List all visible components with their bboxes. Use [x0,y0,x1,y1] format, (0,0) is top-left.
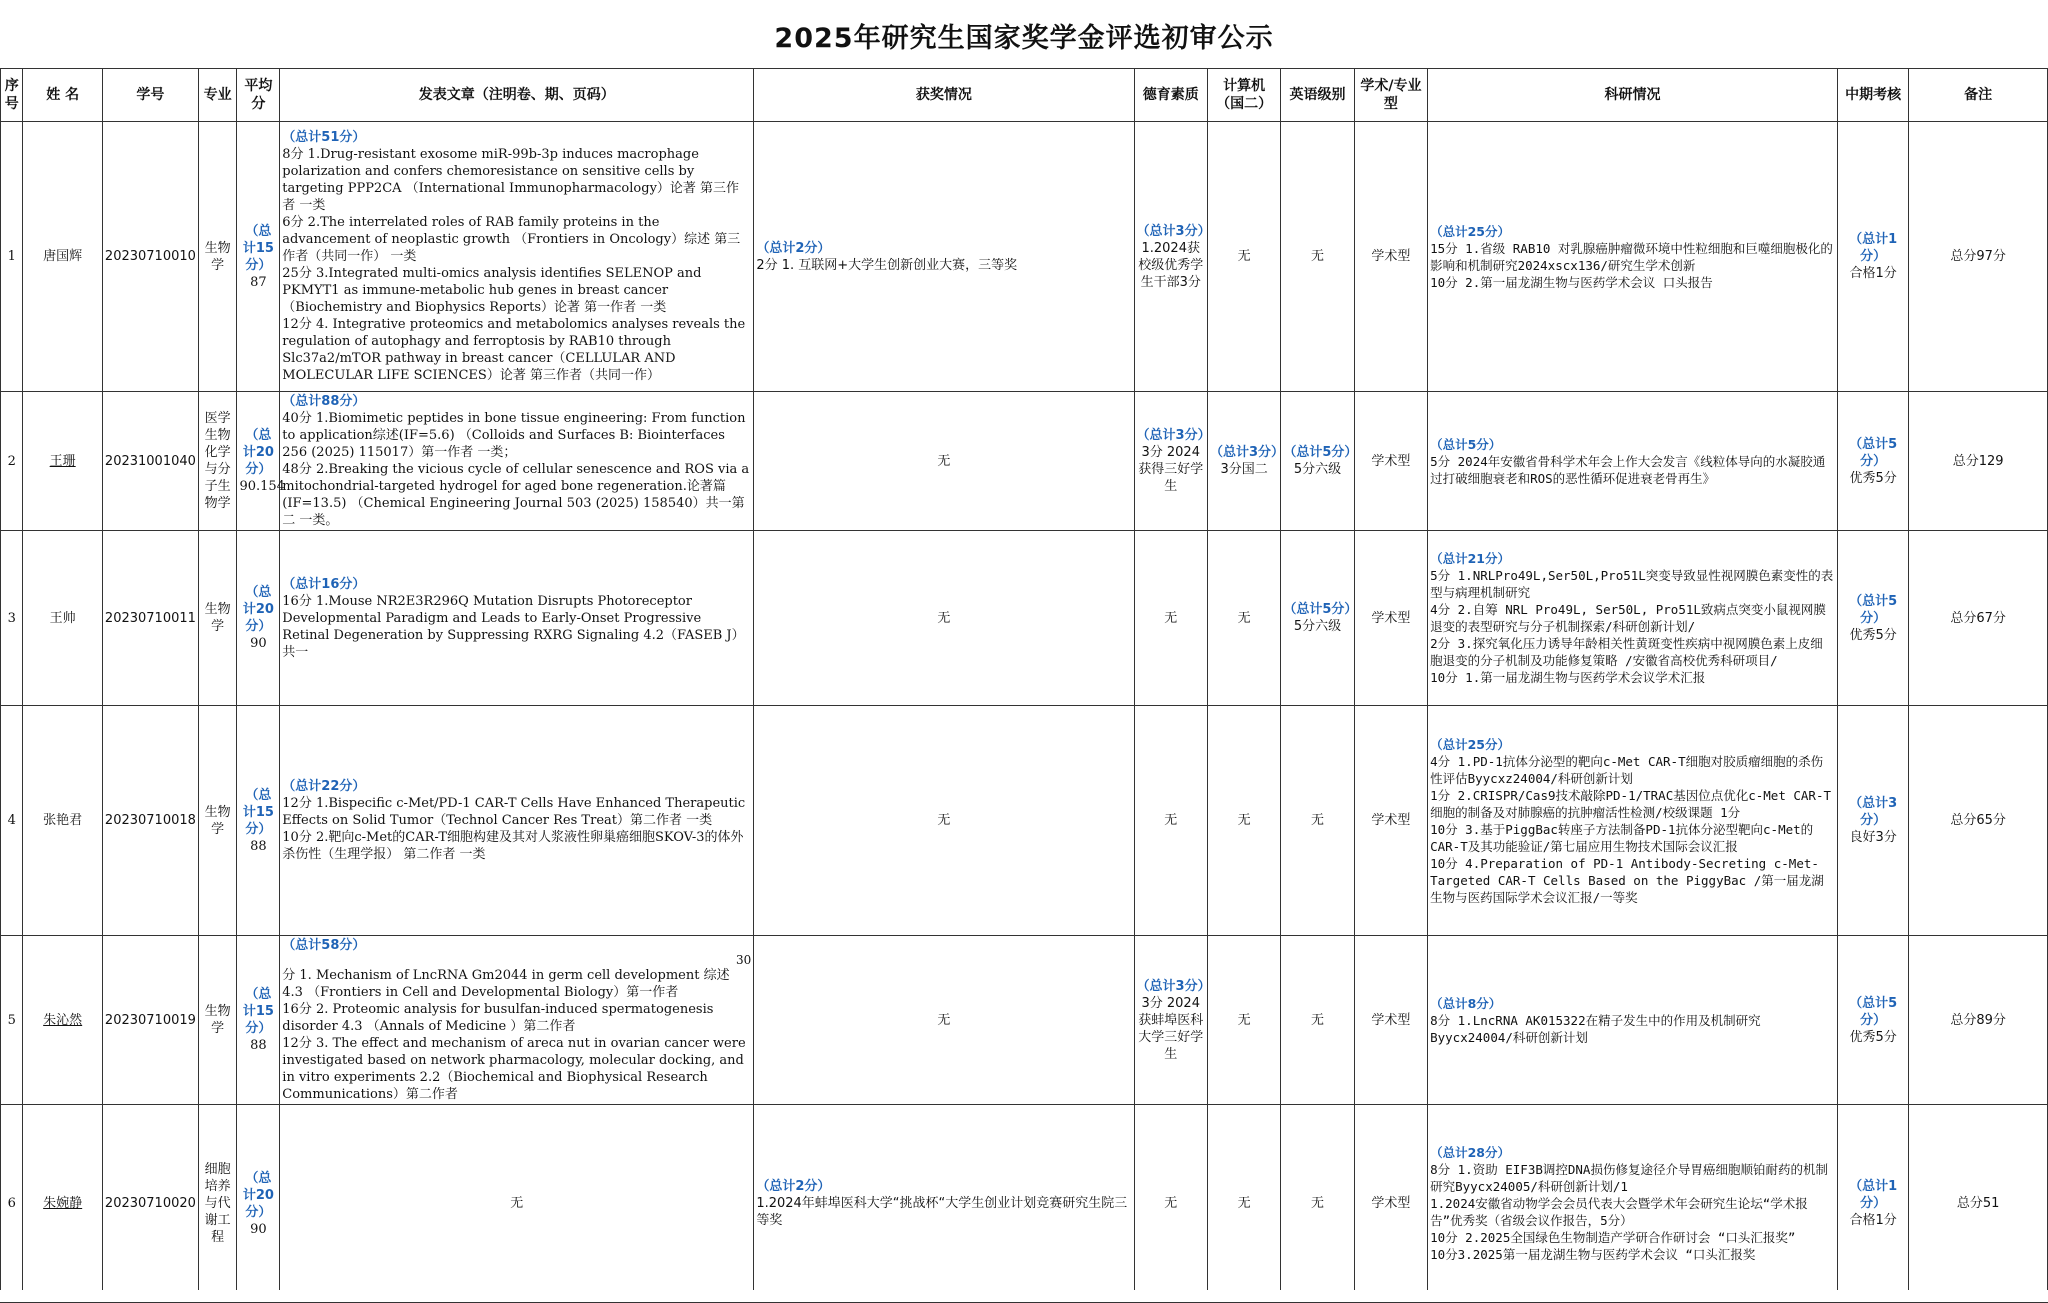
midterm-detail: 良好3分 [1849,830,1897,845]
cell-remark [1909,706,2048,936]
avg-score-value: 90 [250,636,267,651]
paper-entry: 48分 2.Breaking the vicious cycle of cellular senescence and ROS via a mitochondrial-targeted hydrogel for aged bone regeneration.论著篇(IF=13.5) （Chemical Engineering Journal 503 (2025) 158540）共一第二 一类。 [282,462,750,528]
moral-detail: 无 [1164,813,1178,828]
research-entry: 8分 1.资助 EIF3B调控DNA损伤修复途径介导胃癌细胞顺铂耐药的机制研究Byycx24005/科研创新计划/1 [1430,1162,1828,1194]
cell-type [1354,1105,1427,1303]
cell-no [1,392,23,531]
research-entry: 4分 2.自筹 NRL Pro49L, Ser50L, Pro51L致病点突变小鼠视网膜退变的表型研究与分子机制探索/科研创新计划/ [1430,602,1826,634]
cell-awards [754,122,1134,392]
cell-avg [237,936,280,1105]
paper-entry: 12分 1.Bispecific c-Met/PD-1 CAR-T Cells Have Enhanced Therapeutic Effects on Solid Tumor（Technol Cancer Res Treat）第二作者 一类 [282,796,746,828]
cell-computer [1207,531,1280,706]
research-entry: 1分 2.CRISPR/Cas9技术敲除PD-1/TRAC基因位点优化c-Met CAR-T细胞的制备及对肺腺癌的抗肿瘤活性检测/校级课题 1分 [1430,787,1832,820]
midterm-total: （总计5分） [1849,436,1898,469]
computer-detail: 无 [1237,249,1251,264]
research-entry: 4分 1.PD-1抗体分泌型的靶向c-Met CAR-T细胞对胶质瘤细胞的杀伤性评估Byycxz24004/科研创新计划 [1430,753,1824,786]
cell-avg [237,1105,280,1303]
research-entry: 15分 1.省级 RAB10 对乳腺癌肿瘤微环境中性粒细胞和巨噬细胞极化的影响和机制研究2024xscx136/研究生学术创新 [1430,240,1833,273]
col-header-moral: 德育素质 [1134,69,1207,122]
avg-score-value: 88 [250,1038,267,1053]
student-id: 20231001040 [104,453,196,469]
research-entry: 2分 3.探究氧化压力诱导年龄相关性黄斑变性疾病中视网膜色素上皮细胞退变的分子机制及功能修复策略 /安徽省高校优秀科研项目/ [1430,636,1823,668]
cell-major [198,1105,237,1303]
moral-detail: 无 [1164,610,1178,626]
moral-total: （总计3分） [1136,428,1211,443]
avg-score-value: 87 [250,274,267,290]
student-id: 20230710018 [104,813,196,828]
student-name: 朱婉静 [43,1196,83,1211]
col-header-no: 序号 [1,69,23,122]
cell-no [1,531,23,706]
student-id: 20230710020 [104,1196,196,1211]
col-header-english: 英语级别 [1281,69,1354,122]
cell-research [1428,936,1838,1105]
total-score-remark: 总分51 [1956,1196,2000,1211]
cell-moral [1134,706,1207,936]
award-entry: 无 [937,813,951,828]
cell-midterm [1837,936,1908,1105]
col-header-major: 专业 [198,69,237,122]
total-score-remark: 总分97分 [1950,249,2006,264]
student-id: 20230710019 [104,1012,196,1028]
paper-entry: 40分 1.Biomimetic peptides in bone tissue engineering: From function to application综述(IF=5.6) （Colloids and Surfaces B: Biointerfaces 256 (2025) 115017）第一作者 一类； [282,411,746,460]
paper-entry: 25分 3.Integrated multi-omics analysis identifies SELENOP and PKMYT1 as immune-metabolic hub genes in breast cancer （Biochemistry and Biophysics Reports）论著 第一作者 一类 [282,266,702,315]
cell-papers [280,936,754,1105]
row-number: 3 [7,610,16,626]
cell-midterm [1837,1105,1908,1303]
avg-score-value: 88 [250,838,267,854]
cell-research [1428,392,1838,531]
cell-type [1354,706,1427,936]
table-row [1,122,2048,392]
cell-computer [1207,706,1280,936]
cell-english [1281,1105,1354,1303]
cell-english [1281,392,1358,531]
midterm-detail: 优秀5分 [1849,627,1897,643]
cell-english [1281,531,1358,706]
computer-detail: 3分国二 [1220,462,1268,477]
award-entry: 2分 1. 互联网+大学生创新创业大赛，三等奖 [756,257,1018,273]
cell-avg [237,706,280,936]
cell-moral [1134,1105,1207,1303]
student-major: 生物学 [204,1004,231,1036]
english-total: （总计5分） [1283,445,1358,460]
total-score-remark: 总分89分 [1950,1012,2006,1028]
midterm-total: （总计1分） [1849,1179,1898,1211]
cell-type [1354,531,1427,706]
row-number: 6 [7,1196,16,1211]
cell-id [102,706,198,936]
paper-entry: 10分 2.靶向c-Met的CAR-T细胞构建及其对人浆液性卵巢癌细胞SKOV-3的体外杀伤性（生理学报） 第二作者 一类 [282,830,744,862]
computer-total: （总计3分） [1209,445,1284,460]
cell-midterm [1837,531,1908,706]
computer-detail: 无 [1237,1012,1251,1028]
cell-computer [1207,936,1280,1105]
cell-major [198,531,237,706]
award-entry: 无 [937,610,951,626]
cell-moral [1134,936,1211,1105]
moral-detail: 3分 2024获蚌埠医科大学三好学生 [1138,995,1204,1062]
cell-moral [1134,531,1207,706]
col-header-papers: 发表文章（注明卷、期、页码） [280,69,754,122]
english-detail: 5分六级 [1293,619,1342,634]
cell-research [1428,706,1838,936]
row-number: 1 [7,249,16,264]
midterm-total: （总计1分） [1849,232,1898,264]
cell-id [102,936,198,1105]
research-entry: 5分 1.NRLPro49L,Ser50L,Pro51L突变导致显性视网膜色素变性的表型与病理机制研究 [1430,568,1834,600]
cell-major [198,122,237,392]
cell-midterm [1837,706,1908,936]
awards-total: （总计2分） [756,1179,831,1194]
cell-type [1354,122,1427,392]
student-major: 细胞培养与代谢工程 [204,1162,231,1245]
english-detail: 无 [1311,249,1325,264]
cell-name [23,531,103,706]
paper-entry: 16分 1.Mouse NR2E3R296Q Mutation Disrupts Photoreceptor Developmental Paradigm and Leads to Early-Onset Progressive Retinal Degeneration by Suppressing RXRG Signaling 4.2（FASEB J）共一 [282,593,745,660]
student-id: 20230710011 [104,610,196,626]
award-entry: 无 [937,1012,951,1028]
research-entry: 10分 1.第一届龙湖生物与医药学术会议学术汇报 [1430,670,1706,685]
moral-detail: 3分 2024获得三好学生 [1138,445,1204,494]
degree-type: 学术型 [1371,1012,1411,1028]
cell-awards [754,936,1134,1105]
cell-research [1428,531,1838,706]
cell-name [23,122,103,392]
paper-entry: 分 1. Mechanism of LncRNA Gm2044 in germ cell development 综述 4.3 （Frontiers in Cell and Developmental Biology）第一作者 [282,968,730,1000]
computer-detail: 无 [1237,1196,1251,1211]
english-detail: 5分六级 [1293,462,1342,477]
student-major: 生物学 [204,602,231,634]
paper-entry: 6分 2.The interrelated roles of RAB family proteins in the advancement of neoplastic growth （Frontiers in Oncology）综述 第三作者（共同一作） 一类 [282,215,741,264]
paper-entry: 12分 3. The effect and mechanism of areca nut in ovarian cancer were investigated based on network pharmacology, molecular docking, and in vitro experiments 2.2（Biochemical and Biophysical Research Communications）第二作者 [282,1036,746,1102]
computer-detail: 无 [1237,813,1251,828]
cell-papers [280,706,754,936]
paper-entry: 30 [736,953,752,967]
degree-type: 学术型 [1371,453,1411,469]
research-total: （总计28分） [1430,1145,1511,1160]
cell-id [102,392,198,531]
student-id: 20230710010 [104,249,196,264]
cell-awards [754,531,1134,706]
cell-english [1281,122,1354,392]
cell-major [198,392,237,531]
midterm-detail: 合格1分 [1849,266,1897,281]
english-detail: 无 [1311,1196,1325,1211]
cell-avg [237,122,280,392]
cell-awards [754,1105,1134,1303]
english-detail: 无 [1311,813,1325,828]
bottom-margin [0,1290,2048,1302]
cell-midterm [1837,122,1908,392]
cell-id [102,531,198,706]
degree-type: 学术型 [1371,249,1411,264]
cell-remark [1909,936,2048,1105]
paper-entry: （总计51分） [282,130,366,145]
cell-name [23,706,103,936]
midterm-total: （总计3分） [1849,796,1898,828]
student-major: 生物学 [204,804,231,837]
research-total: （总计5分） [1430,436,1502,452]
research-entry: 10分 3.基于PiggBac转座子方法制备PD-1抗体分泌型靶向c-Met的CAR-T及其功能验证/第七届应用生物技术国际会议汇报 [1430,821,1814,854]
table-row [1,936,2048,1105]
avg-score-total: （总计20分） [242,428,274,477]
research-total: （总计25分） [1430,736,1511,752]
avg-score-value: 90.154 [239,479,285,494]
moral-total: （总计3分） [1136,978,1211,994]
cell-no [1,706,23,936]
midterm-detail: 合格1分 [1849,1213,1897,1228]
avg-score-total: （总计15分） [242,223,274,273]
midterm-total: （总计5分） [1849,593,1898,626]
award-entry: 无 [937,453,951,469]
cell-moral [1134,122,1211,392]
cell-computer [1207,1105,1280,1303]
paper-entry: （总计58分） [282,938,366,953]
paper-entry: 12分 4. Integrative proteomics and metabolomics analyses reveals the regulation of autophagy and ferroptosis by RAB10 through Slc37a2/mTOR pathway in breast cancer（CELLULAR AND MOLECULAR LIFE SCIENCES）论著 第三作者（共同一作） [282,317,746,383]
research-total: （总计21分） [1430,551,1511,566]
row-number: 2 [7,453,16,469]
research-entry: 1.2024安徽省动物学会会员代表大会暨学术年会研究生论坛“学术报告”优秀奖（省级会议作报告，5分） [1430,1196,1808,1228]
avg-score-total: （总计20分） [242,1170,274,1220]
research-entry: 8分 1.LncRNA AK015322在精子发生中的作用及机制研究 Byycx24004/科研创新计划 [1430,1012,1761,1045]
col-header-id: 学号 [102,69,198,122]
cell-papers [280,531,754,706]
paper-entry: （总计22分） [282,779,366,794]
moral-total: （总计3分） [1136,223,1211,239]
cell-no [1,1105,23,1303]
research-entry: 10分 4.Preparation of PD-1 Antibody-Secreting c-Met-Targeted CAR-T Cells Based on the PiggyBac /第一届龙湖生物与医药国际学术会议汇报/一等奖 [1430,855,1824,905]
cell-midterm [1837,392,1908,531]
paper-entry: 8分 1.Drug-resistant exosome miR-99b-3p induces macrophage polarization and confers chemoresistance on sensitive cells by targeting PPP2CA （International Immunopharmacology）论著 第三作者 一类 [282,147,740,213]
col-header-remark: 备注 [1909,69,2048,122]
student-name: 张艳君 [43,813,83,828]
avg-score-value: 90 [250,1221,267,1237]
paper-entry: （总计88分） [282,394,366,409]
cell-remark [1909,531,2048,706]
row-number: 5 [7,1012,16,1028]
moral-detail: 无 [1164,1196,1178,1211]
research-entry: 10分 2.第一届龙湖生物与医药学术会议 口头报告 [1430,274,1713,290]
cell-name [23,936,103,1105]
total-score-remark: 总分129 [1952,453,2004,469]
student-name: 朱沁然 [43,1012,83,1028]
degree-type: 学术型 [1371,1196,1411,1211]
english-total: （总计5分） [1283,602,1358,617]
paper-entry: （总计16分） [282,576,366,592]
cell-english [1281,706,1354,936]
cell-moral [1134,392,1211,531]
student-name: 王帅 [49,610,76,626]
col-header-type: 学术/专业型 [1354,69,1427,122]
col-header-research: 科研情况 [1428,69,1838,122]
col-header-avg: 平均分 [237,69,280,122]
research-entry: 10分 2.2025全国绿色生物制造产学研合作研讨会 “口头汇报奖” [1430,1230,1796,1245]
row-number: 4 [7,813,16,828]
cell-major [198,706,237,936]
midterm-detail: 优秀5分 [1849,470,1897,486]
student-major: 生物学 [204,240,231,273]
student-name: 唐国辉 [43,249,83,264]
student-major: 医学生物化学与分子生物学 [204,411,231,511]
header-row [1,69,2048,122]
research-entry: 5分 2024年安徽省骨科学术年会上作大会发言《线粒体导向的水凝胶通过打破细胞衰老和ROS的恶性循环促进衰老骨再生》 [1430,453,1826,486]
paper-entry: 16分 2. Proteomic analysis for busulfan-induced spermatogenesis disorder 4.3 （Annals of Medicine ）第二作者 [282,1002,714,1034]
cell-no [1,936,23,1105]
avg-score-total: （总计15分） [242,987,274,1036]
cell-remark [1909,1105,2048,1303]
research-total: （总计25分） [1430,223,1511,239]
table-row [1,531,2048,706]
total-score-remark: 总分67分 [1950,610,2006,626]
cell-id [102,1105,198,1303]
col-header-midterm: 中期考核 [1837,69,1908,122]
col-header-computer: 计算机（国二） [1207,69,1280,122]
cell-id [102,122,198,392]
cell-english [1281,936,1354,1105]
cell-type [1354,392,1427,531]
degree-type: 学术型 [1371,610,1411,626]
award-entry: 1.2024年蚌埠医科大学“挑战杯“大学生创业计划竞赛研究生院三等奖 [756,1196,1128,1228]
table-row [1,392,2048,531]
cell-research [1428,1105,1838,1303]
table-row [1,706,2048,936]
total-score-remark: 总分65分 [1950,813,2006,828]
col-header-name: 姓 名 [23,69,103,122]
student-name: 王珊 [49,453,76,469]
cell-papers [280,122,754,392]
research-total: （总计8分） [1430,995,1502,1011]
english-detail: 无 [1311,1012,1325,1028]
cell-name [23,392,103,531]
cell-remark [1909,122,2048,392]
cell-papers [280,392,754,531]
scholarship-table [0,68,2048,1303]
cell-awards [754,392,1134,531]
cell-avg [237,531,280,706]
avg-score-total: （总计15分） [242,787,274,837]
computer-detail: 无 [1237,610,1251,626]
cell-name [23,1105,103,1303]
cell-computer [1207,392,1284,531]
table-row [1,1105,2048,1303]
avg-score-total: （总计20分） [242,585,274,634]
moral-detail: 1.2024获校级优秀学生干部3分 [1138,240,1204,290]
cell-remark [1909,392,2048,531]
page-title: 2025年研究生国家奖学金评选初审公示 [774,23,1274,54]
cell-major [198,936,237,1105]
cell-no [1,122,23,392]
cell-computer [1207,122,1280,392]
midterm-detail: 优秀5分 [1849,1029,1897,1045]
midterm-total: （总计5分） [1849,995,1898,1028]
cell-papers [280,1105,754,1303]
paper-entry: 无 [510,1196,524,1211]
degree-type: 学术型 [1371,813,1411,828]
cell-research [1428,122,1838,392]
cell-avg [237,392,285,531]
awards-total: （总计2分） [756,240,831,256]
research-entry: 10分3.2025第一届龙湖生物与医药学术会议 “口头汇报奖 [1430,1247,1756,1262]
col-header-awards: 获奖情况 [754,69,1134,122]
cell-awards [754,706,1134,936]
cell-type [1354,936,1427,1105]
